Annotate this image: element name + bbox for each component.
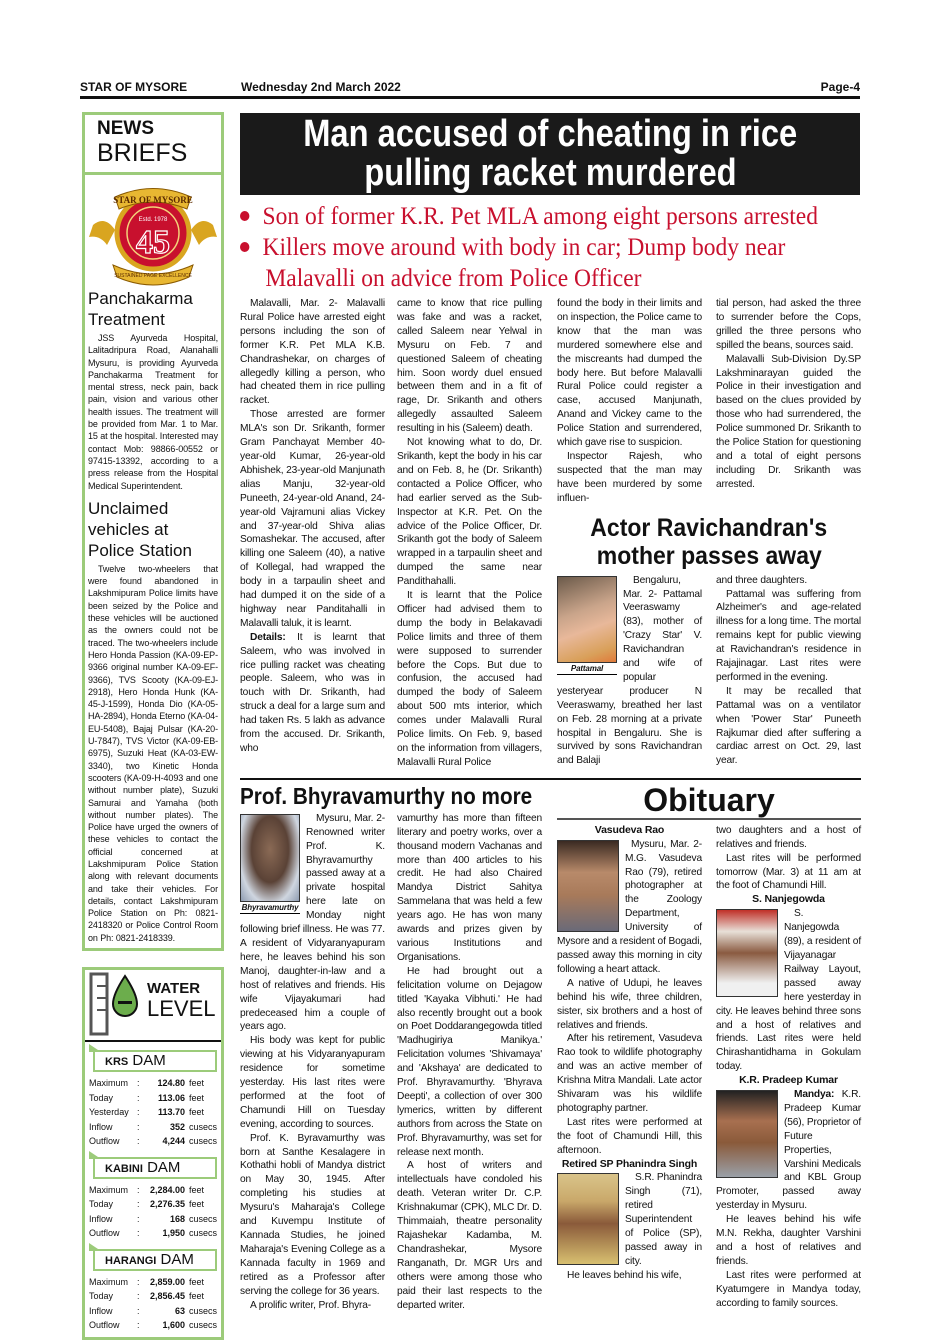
reading-value: 2,859.00 <box>149 1276 185 1287</box>
dam-name: KRS <box>105 1056 129 1069</box>
news-briefs-box <box>82 112 224 951</box>
paragraph: vamurthy has more than fifteen literary and poetry works, over a thousand modern Vachanas and more than 400 articles to his credit. He had also Chaired Mandya District Sahitya Sammelana that was held a few years ago. He has won many awards and prizes given by various Institutions and Organisations. <box>397 812 542 963</box>
brief-text: JSS Ayurveda Hospital, Lalitadripura Road, Alanahalli Mysuru, is providing Ayurveda Panchakarma Treatment for mental stress, neck pain, back pain, vision and various other health issues. The treatment will be provided from Mar. 1 to Mar. 15 at the hospital. Interested may contact Mob: 98866-00552 or 97415-13392, according to a press release from the Hospital Medical Superintendent. <box>88 333 218 491</box>
star-of-mysore-45-logo <box>85 175 221 288</box>
paragraph: Last rites were performed at the foot of Chamundi Hill, this afternoon. <box>557 1116 702 1156</box>
bhyravamurthy-photo <box>240 814 300 914</box>
reading-label: Outflow <box>89 1136 120 1147</box>
paragraph: He leaves behind his wife, <box>567 1269 682 1281</box>
paragraph: S. Nanjegowda (89), a resident of Vijayanagar Railway Layout, passed away here yesterday in city. He leaves behind three sons and a host of relatives and friends. Last rites were held Chirashantidhama in Gokulam today. <box>716 908 861 1073</box>
dam-reading-row <box>89 1197 217 1212</box>
dam-reading-row <box>89 1183 217 1198</box>
paragraph: Bengaluru, Mar. 2- Pattamal Veeraswamy (83), mother of 'Crazy Star' V. Ravichandran and wife of popular yesteryear producer N Veeraswamy, breathed her last on Feb. 28 morning at a private hospital in Bengaluru. She is survived by sons Ravichandran and Balaji <box>557 574 702 767</box>
reading-value: 1,600 <box>162 1320 185 1331</box>
dam-label: DAM <box>147 1158 181 1176</box>
actor-headline-line1: Actor Ravichandran's <box>590 513 828 542</box>
reading-unit: cusecs <box>189 1320 218 1331</box>
colon: : <box>137 1228 140 1239</box>
paragraph: Prof. K. Byravamurthy was born at Santhe Kesalagere in Kothathi hobli of Mandya district on May 30, 1945. After completing his studies at Mysuru's Maharaja's College and Kuvempu Institute of Kannada Studies, he joined Maharaja's Evening College as a Kannada faculty in 1969 and retired as a Professor after serving the college for 36 years. <box>240 1132 385 1297</box>
lead-column-2 <box>397 297 542 770</box>
news-briefs-title-top: NEWS <box>97 118 154 139</box>
actor-headline-line2: mother passes away <box>596 541 822 570</box>
reading-label: Today <box>89 1199 114 1210</box>
paragraph: Mysuru, Mar. 2- M.G. Vasudeva Rao (79), retired photographer at the Zoology Department, University of Mysore and a resident of Bogadi, passed away this morning in city following a heart attack. <box>557 838 702 975</box>
vasudeva-rao-photo <box>557 840 619 932</box>
reading-value: 113.06 <box>157 1092 185 1103</box>
brief-heading: Panchakarma Treatment <box>88 289 193 329</box>
page-number: Page-4 <box>820 80 860 94</box>
obituary-title: Obituary <box>557 782 861 820</box>
prof-headline: Prof. Bhyravamurthy no more <box>240 782 533 809</box>
paragraph: Inspector Rajesh, who suspected that the man may have been murdered by some influen- <box>557 450 702 504</box>
colon: : <box>137 1276 140 1287</box>
sidebar <box>82 112 224 1340</box>
paragraph: Malavalli, Mar. 2- Malavalli Rural Police have arrested eight persons including the son of former K.R. Pet MLA K.B. Chandrashekar, on charges of allegedly killing a person, who had cheated them in rice pulling racket. <box>240 298 385 407</box>
subhead: Malavalli on advice from Police Officer <box>265 265 642 292</box>
photo-caption: Pattamal <box>557 663 617 675</box>
dam-reading-row <box>89 1304 217 1319</box>
reading-value: 2,856.45 <box>149 1291 185 1302</box>
obituary-name: S. Nanjegowda <box>752 893 825 906</box>
obituary-column-1 <box>557 824 702 1283</box>
reading-label: Inflow <box>89 1121 113 1132</box>
subhead: Son of former K.R. Pet MLA among eight persons arrested <box>262 203 818 230</box>
paragraph: two daughters and a host of relatives and friends. <box>716 824 861 850</box>
reading-unit: feet <box>189 1092 205 1103</box>
dam-readings <box>85 1183 221 1241</box>
lead-column-1 <box>240 297 385 756</box>
paragraph: Malavalli Sub-Division Dy.SP Lakshminarayan guided the Police in their investigation and based on the clues provided by those who had surrendered, the Police summoned Dr. Srikanth to the Police Station for questioning and a total of eight persons including Dr. Srikanth was arrested. <box>716 353 861 490</box>
paragraph: It may be recalled that Pattamal was on a ventilator when 'Power Star' Puneeth Rajkumar died after suffering a cardiac arrest on Oct. 29, last year. <box>716 685 861 767</box>
colon: : <box>137 1305 140 1316</box>
colon: : <box>137 1291 140 1302</box>
reading-value: 2,284.00 <box>149 1184 185 1195</box>
paragraph: His body was kept for public viewing at his Vidyaranyapuram residence for sometime yesterday. His last rites were performed at the foot of Chamundi Hill on Tuesday evening, according to sources. <box>240 1035 385 1130</box>
actor-column-1 <box>557 574 702 769</box>
colon: : <box>137 1136 140 1147</box>
paragraph: K.R. Pradeep Kumar (56), Proprietor of Future Properties, Varshini Medicals and KBL Group Promoter, passed away yesterday in Mysuru. <box>716 1089 861 1212</box>
subhead: Killers move around with body in car; Dump body near <box>262 234 786 261</box>
paragraph: It is learnt that the Police Officer had advised them to dump the body in Belakavadi Police limits and three of them were supposed to surrender before the Cops. But due to confusion, the accused had dumped the body of Saleem about 500 mts interior, which comes under Malavalli Rural Police limits. On Feb. 9, based on the information from villagers, Malavalli Rural Police <box>397 590 542 768</box>
obituary-section <box>557 782 861 1311</box>
reading-label: Maximum <box>89 1276 129 1287</box>
dam-list <box>85 1050 221 1333</box>
pattamal-photo <box>557 576 617 675</box>
svg-text:Estd. 1978: Estd. 1978 <box>138 217 168 223</box>
dateline: Mandya: <box>794 1089 835 1101</box>
dam-readings <box>85 1076 221 1149</box>
paragraph: S.R. Phanindra Singh (71), retired Superintendent of Police (SP), passed away in city. <box>625 1172 702 1267</box>
paragraph: and three daughters. <box>716 574 808 586</box>
dam-reading-row <box>89 1275 217 1290</box>
reading-value: 2,276.35 <box>149 1199 185 1210</box>
reading-label: Today <box>89 1092 114 1103</box>
paragraph: Those arrested are former MLA's son Dr. Srikanth, former Gram Panchayat Member 40-year-old Kumar, 26-year-old Abhishek, 23-year-old Manjunath alias Manju, 32-year-old Puneeth, 24-year-old Anand, 24-year-old Vajramuni alias Vickey and 37-year-old Shiva alias Somashekar. The accused, after killing one Saleem (40), a native of Kollegal, had wrapped the body in a tarpaulin sheet and had dumped it on the side of a highway near Panditahalli in Malavalli taluk, it is learnt. <box>240 409 385 629</box>
lead-headline-line2: pulling racket murdered <box>363 152 737 194</box>
paragraph: A prolific writer, Prof. Bhyra- <box>250 1299 372 1311</box>
dam-label: DAM <box>132 1052 166 1070</box>
section-rule <box>240 778 861 780</box>
colon: : <box>137 1199 140 1210</box>
dam-header <box>93 1249 217 1271</box>
actor-column-2 <box>716 574 861 769</box>
paragraph: found the body in their limits and on inspection, the Police came to know that the man was murdered somewhere else and the miscreants had dumped the body here. But before Malavalli Rural Police could register a case, accused Manjunath, Anand and Vickey came to the Police Station and surrendered, which gave rise to suspicion. <box>557 298 702 449</box>
reading-label: Inflow <box>89 1305 113 1316</box>
svg-text:STAR OF MYSORE: STAR OF MYSORE <box>113 195 193 205</box>
obituary-name: Vasudeva Rao <box>594 823 665 836</box>
paper-name: STAR OF MYSORE <box>80 80 188 94</box>
colon: : <box>137 1213 140 1224</box>
dam-reading-row <box>89 1134 217 1149</box>
reading-unit: feet <box>189 1078 205 1089</box>
bullet-icon <box>240 242 249 252</box>
reading-unit: feet <box>189 1184 205 1195</box>
colon: : <box>137 1078 140 1089</box>
reading-unit: feet <box>189 1291 205 1302</box>
details-label: Details: <box>250 631 286 643</box>
water-title-top: WATER <box>147 980 201 998</box>
brief-heading: Unclaimed vehicles at Police Station <box>88 498 192 560</box>
reading-unit: cusecs <box>189 1136 218 1147</box>
paragraph: Pattamal was suffering from Alzheimer's and age-related illness for a long time. The mortal remains kept for public viewing at Ravichandran's residence in Rajajinagar. Last rites were performed in the evening. <box>716 588 861 683</box>
nanjegowda-photo <box>716 909 778 997</box>
reading-value: 1,950 <box>162 1228 185 1239</box>
paragraph: He had brought out a felicitation volume on Dejagow titled 'Kayaka Vibhuti.' He had also recently brought out a book on Poet Doddarangegowda titled 'Madhugiriya Manikya.' Felicitation volumes 'Shivamaya' and 'Akshaya' are dedicated to Prof. Bhyravamurthy. 'Bhyrava Deepti', a collection of over 300 lymerics, written by different authors from across the State on Prof. Bhyravamurthy, was set for release next month. <box>397 965 542 1158</box>
reading-label: Outflow <box>89 1320 120 1331</box>
svg-text:45: 45 <box>136 224 170 261</box>
dam-reading-row <box>89 1076 217 1091</box>
dam-name: HARANGI <box>105 1254 157 1267</box>
water-level-header <box>85 970 221 1042</box>
reading-label: Inflow <box>89 1213 113 1224</box>
dam-header <box>93 1050 217 1072</box>
paragraph: A host of writers and intellectuals have condoled his death. Veteran writer Dr. C.P. Krishnakumar (CPK), MLC Dr. D. Thimmaiah, theatre personality Rajashekar Kadamba, M. Chandrashekar, Mysore Ranganath, Dr. MGR Urs and others were among those who paid their last respects to the departed writer. <box>397 1160 542 1311</box>
lead-headline <box>240 113 860 195</box>
paragraph: Last rites will be performed tomorrow (Mar. 3) at 11 am at the foot of Chamundi Hill. <box>716 852 861 892</box>
lead-column-3 <box>557 297 702 506</box>
top-section <box>240 297 861 770</box>
dam-name: KABINI <box>105 1162 143 1175</box>
prof-article <box>240 782 542 1313</box>
reading-label: Outflow <box>89 1228 120 1239</box>
pradeep-kumar-photo <box>716 1090 778 1178</box>
reading-unit: feet <box>189 1107 205 1118</box>
reading-unit: cusecs <box>189 1228 218 1239</box>
obituary-name: Retired SP Phanindra Singh <box>561 1157 698 1170</box>
water-gauge-drop-icon <box>89 972 141 1038</box>
reading-unit: cusecs <box>189 1121 218 1132</box>
reading-unit: feet <box>189 1199 205 1210</box>
paragraph: It is learnt that Saleem, who was involved in rice pulling racket was cheating people. Saleem, who was in touch with Dr. Srikanth, had struck a deal for a large sum and had taken Rs. 5 lakh as advance from the accused. Dr. Srikanth, who <box>240 631 385 754</box>
dam-label: DAM <box>160 1250 194 1268</box>
colon: : <box>137 1121 140 1132</box>
photo-caption: Bhyravamurthy <box>241 902 299 912</box>
reading-value: 352 <box>169 1121 185 1132</box>
obituary-column-2 <box>716 824 861 1311</box>
paragraph: Mysuru, Mar. 2- Renowned writer Prof. K. Bhyravamurthy passed away at a private hospital here late on Monday night following brief illness. He was 77. A resident of Vidyaranyapuram here, he leaves behind his son Manoj, daughter-in-law and a host of relatives and friends. His wife Vijayakumari had predeceased him a couple of years ago. <box>240 812 385 1033</box>
right-block <box>557 297 861 768</box>
masthead-rule <box>80 96 860 99</box>
main-body <box>240 297 861 1312</box>
dam-reading-row <box>89 1226 217 1241</box>
colon: : <box>137 1107 140 1118</box>
dam-header <box>93 1157 217 1179</box>
dam-reading-row <box>89 1318 217 1333</box>
paragraph: A native of Udupi, he leaves behind his wife, three children, sister, six brothers and a host of relatives and friends. <box>557 977 702 1031</box>
lead-column-4 <box>716 297 861 492</box>
dam-reading-row <box>89 1091 217 1106</box>
paragraph: Last rites were performed at Kyatumgere in Mandya today, according to family sources. <box>716 1269 861 1309</box>
dam-reading-row <box>89 1212 217 1227</box>
prof-column-2 <box>397 812 542 1313</box>
reading-unit: cusecs <box>189 1305 218 1316</box>
reading-unit: feet <box>189 1276 205 1287</box>
lead-subheads <box>240 201 865 294</box>
obituary-name: K.R. Pradeep Kumar <box>739 1074 838 1087</box>
paragraph: After his retirement, Vasudeva Rao took to wildlife photography and was an active member of Krishna Mitra Mandali. Late actor Shivaram was his wildlife photography partner. <box>557 1033 702 1114</box>
bottom-section <box>240 782 861 1313</box>
news-briefs-title-bottom: BRIEFS <box>97 139 188 167</box>
reading-value: 113.70 <box>157 1107 185 1118</box>
paragraph: He leaves behind his wife M.N. Rekha, daughter Varshini and a host of relatives and friends. <box>716 1214 861 1267</box>
actor-headline <box>557 514 861 570</box>
water-level-box <box>82 967 224 1340</box>
reading-value: 124.80 <box>157 1078 185 1089</box>
colon: : <box>137 1184 140 1195</box>
water-title-bottom: LEVEL <box>147 996 216 1022</box>
reading-unit: cusecs <box>189 1213 218 1224</box>
dam-reading-row <box>89 1289 217 1304</box>
dam-reading-row <box>89 1120 217 1135</box>
dam-readings <box>85 1275 221 1333</box>
reading-label: Maximum <box>89 1184 129 1195</box>
reading-value: 168 <box>169 1213 185 1224</box>
issue-date: Wednesday 2nd March 2022 <box>241 80 401 94</box>
reading-value: 4,244 <box>162 1136 185 1147</box>
lead-headline-line1: Man accused of cheating in rice <box>303 113 797 155</box>
reading-label: Maximum <box>89 1078 129 1089</box>
prof-column-1 <box>240 812 385 1313</box>
paragraph: came to know that rice pulling was fake and was a racket, called Saleem near Yelwal in Mysuru on Feb. 7 and questioned Saleem of cheating him. Soon wordy duel ensued between them and in a fit of rage, Dr. Srikanth and others allegedly assaulted Saleem resulting in his (Saleem) death. <box>397 298 542 435</box>
reading-label: Yesterday <box>89 1107 129 1118</box>
svg-text:SUSTAINED PAGE EXCELLENCE: SUSTAINED PAGE EXCELLENCE <box>114 273 192 279</box>
colon: : <box>137 1320 140 1331</box>
bullet-icon <box>240 211 249 221</box>
brief-text: Twelve two-wheelers that were found abandoned in Lakshmipuram Police limits have been seized by the Police and these vehicles will be auctioned as the owners could not be traced. The two-wheelers include Hero Honda Passion (KA-09-EP-9366 original number KA-09-EF-9366), TVS Scooty (KA-09-EJ-2918), Hero Honda Hunk (KA-45-J-1599), Honda Dio (KA-05-HA-2894), Honda Eterno (KA-04-EU-5408), Bajaj Pulsar (KA-20-U-7847), TVS Victor (KA-09-EB-6975), Suzuki Heat (KA-03-EW-3340), two Kinetic Honda scooters (KA-09-H-4093 and one without number plate), Suzuki Samurai and Yamaha (both without number plates). The Police have urged the owners of these vehicles to contact the official concerned at Lakshmipuram Police Station along with relevant documents and take their vehicles. For details, contact Lakshmipuram Police Station on Ph: 0821-2418320 or Police Control Room on Ph: 0821-2418339. <box>88 563 218 943</box>
paragraph: tial person, had asked the three to surrender before the Cops, grilled the three persons who spilled the beans, sources said. <box>716 298 861 351</box>
dam-reading-row <box>89 1105 217 1120</box>
phanindra-singh-photo <box>557 1173 619 1265</box>
reading-label: Today <box>89 1291 114 1302</box>
reading-value: 63 <box>174 1305 185 1316</box>
paragraph: Not knowing what to do, Dr. Srikanth, kept the body in his car and on Feb. 8, he (Dr. Srikanth) contacted a Police Officer, who had earlier served as the Sub-Inspector at K.R. Pet. On the advice of the Police Officer, Dr. Srikanth got the body of Saleem wrapped in a tarpaulin sheet and dumped the same near Pandithahalli. <box>397 437 542 588</box>
colon: : <box>137 1092 140 1103</box>
